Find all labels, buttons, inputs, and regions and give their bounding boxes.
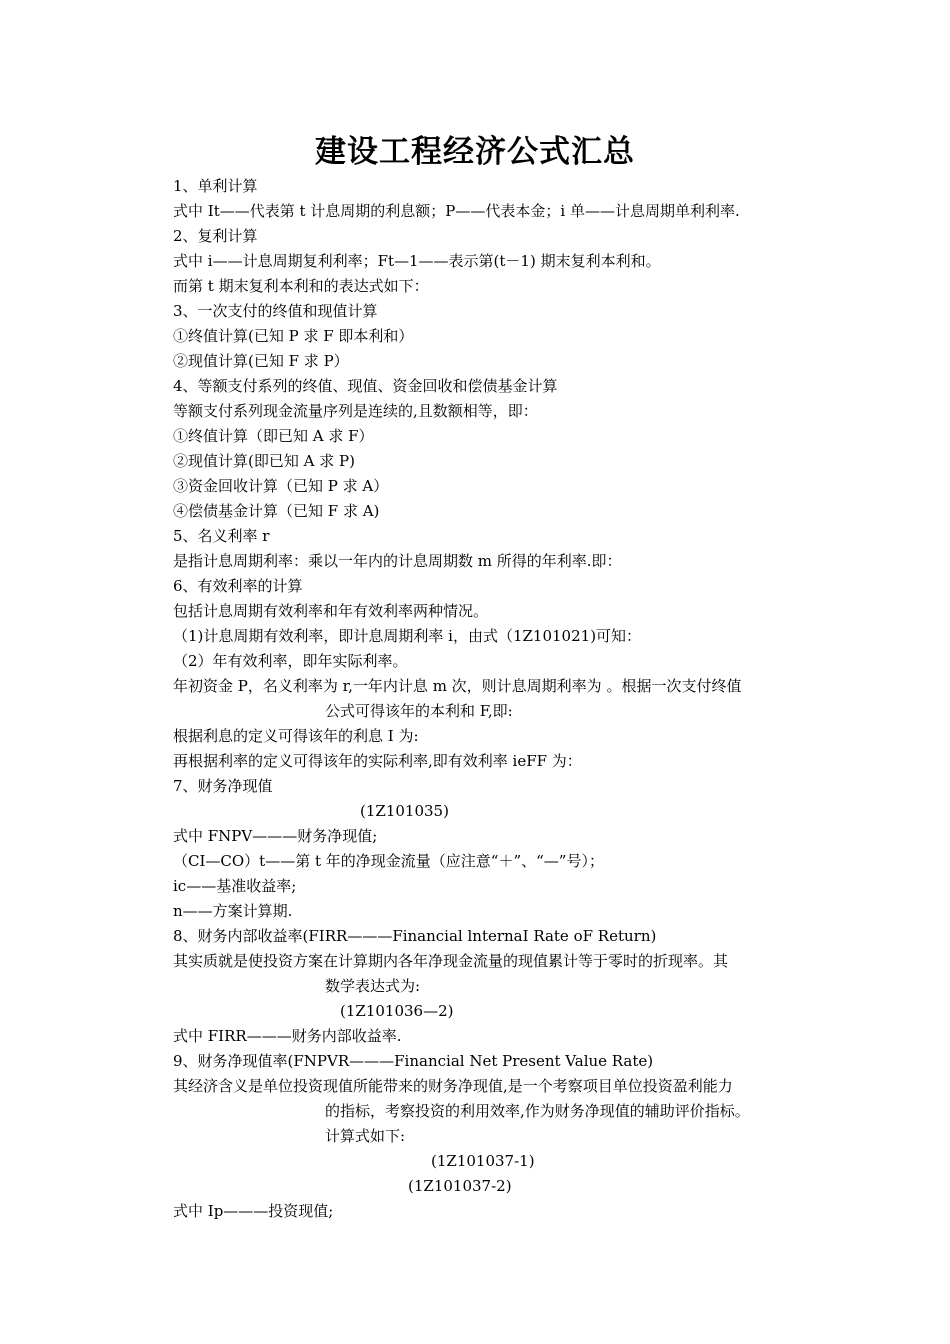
- section-heading-simple-interest: 1、单利计算: [173, 177, 258, 195]
- section-heading-uniform-series: 4、等额支付系列的终值、现值、资金回收和偿债基金计算: [173, 377, 558, 395]
- formula-label: (1Z101035): [360, 802, 449, 820]
- section-heading-compound-interest: 2、复利计算: [173, 227, 258, 245]
- text-line-continued: 的指标，考察投资的利用效率,作为财务净现值的辅助评价指标。: [325, 1102, 750, 1120]
- list-item: ③资金回收计算（已知 P 求 A）: [173, 477, 389, 495]
- text-line: 其实质就是使投资方案在计算期内各年净现金流量的现值累计等于零时的折现率。其: [173, 952, 729, 970]
- section-heading-single-payment: 3、一次支付的终值和现值计算: [173, 302, 378, 320]
- section-heading-nominal-rate: 5、名义利率 r: [173, 527, 270, 545]
- text-line: （2）年有效利率，即年实际利率。: [173, 652, 408, 670]
- text-line-continued: 数学表达式为:: [325, 977, 421, 995]
- text-line: 再根据利率的定义可得该年的实际利率,即有效利率 ieFF 为：: [173, 752, 582, 770]
- list-item: ①终值计算（即已知 A 求 F）: [173, 427, 374, 445]
- text-line: 式中 It——代表第 t 计息周期的利息额；P——代表本金；i 单——计息周期单利利率.: [173, 202, 740, 220]
- text-line: 其经济含义是单位投资现值所能带来的财务净现值,是一个考察项目单位投资盈利能力: [173, 1077, 733, 1095]
- section-heading-fnpv: 7、财务净现值: [173, 777, 273, 795]
- text-line: （CI—CO）t——第 t 年的净现金流量（应注意“＋”、“—”号）；: [173, 852, 604, 870]
- text-line: 年初资金 P，名义利率为 r,一年内计息 m 次，则计息周期利率为 。根据一次支付终值: [173, 677, 742, 695]
- text-line: （1)计息周期有效利率，即计息周期利率 i，由式（1Z101021)可知：: [173, 627, 642, 645]
- text-line: n——方案计算期.: [173, 902, 293, 920]
- text-line: 式中 i——计息周期复利利率；Ft—1——表示第(t－1) 期末复利本利和。: [173, 252, 661, 270]
- text-line: 式中 FNPV———财务净现值;: [173, 827, 378, 845]
- formula-label: (1Z101036—2): [340, 1002, 454, 1020]
- document-title: 建设工程经济公式汇总: [315, 134, 635, 170]
- text-line: ic——基准收益率;: [173, 877, 297, 895]
- text-line: 包括计息周期有效利率和年有效利率两种情况。: [173, 602, 489, 620]
- list-item: ②现值计算(已知 F 求 P）: [173, 352, 349, 370]
- text-line: 式中 Ip———投资现值;: [173, 1202, 334, 1220]
- section-heading-effective-rate: 6、有效利率的计算: [173, 577, 303, 595]
- text-line-continued: 公式可得该年的本利和 F,即:: [325, 702, 513, 720]
- text-line: 式中 FIRR———财务内部收益率.: [173, 1027, 402, 1045]
- text-line-continued: 计算式如下:: [325, 1127, 406, 1145]
- list-item: ④偿债基金计算（已知 F 求 A): [173, 502, 380, 520]
- text-line: 根据利息的定义可得该年的利息 I 为:: [173, 727, 419, 745]
- formula-label: (1Z101037-2): [408, 1177, 512, 1195]
- section-heading-firr: 8、财务内部收益率(FIRR———Financial lnternaI Rate oF Return): [173, 927, 657, 945]
- text-line: 等额支付系列现金流量序列是连续的,且数额相等，即：: [173, 402, 538, 420]
- section-heading-fnpvr: 9、财务净现值率(FNPVR———Financial Net Present Value Rate): [173, 1052, 654, 1070]
- text-line: 是指计息周期利率：乘以一年内的计息周期数 m 所得的年利率.即：: [173, 552, 622, 570]
- text-line: 而第 t 期末复利本利和的表达式如下：: [173, 277, 429, 295]
- list-item: ②现值计算(即已知 A 求 P): [173, 452, 355, 470]
- formula-label: (1Z101037-1): [431, 1152, 535, 1170]
- list-item: ①终值计算(已知 P 求 F 即本利和）: [173, 327, 414, 345]
